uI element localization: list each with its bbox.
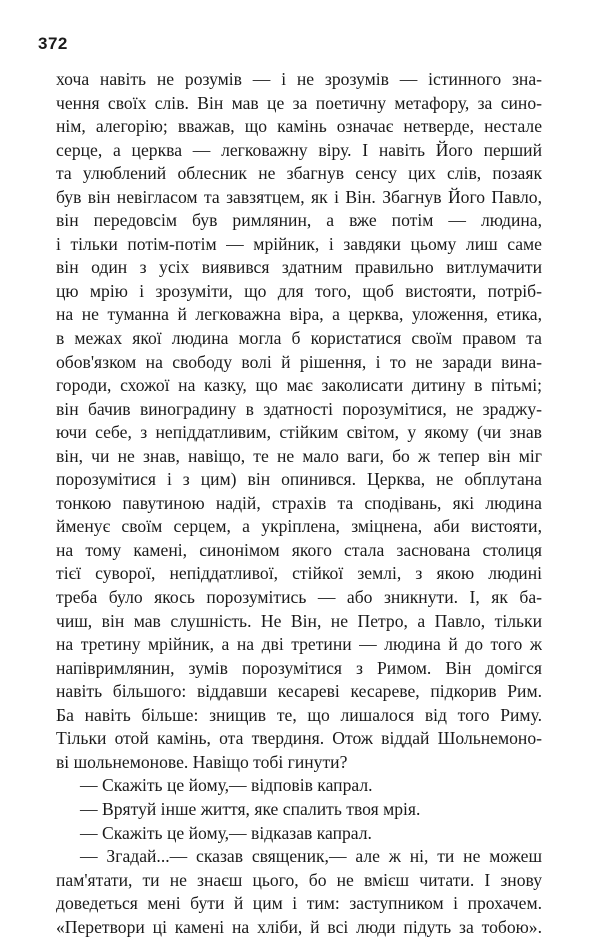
- text-line: — Скажіть це йому,— відповів капрал.: [80, 775, 373, 796]
- text-line: тонкою павутиною надій, страхів та сподівань, які людина: [56, 492, 542, 513]
- text-line: та улюблений облесник не збагнув сенсу цих слів, позаяк: [56, 163, 542, 184]
- text-line: був він невігласом та завзятцем, як і Він. Збагнув Його Павло,: [56, 186, 542, 207]
- text-line: обов'язком на свободу волі й рішення, і то не заради вина-: [56, 351, 542, 372]
- text-line: порозумітися і з цим) він опинився. Церква, не обплутана: [56, 469, 542, 490]
- text-line: чення своїх слів. Він мав це за поетичну метафору, за сино-: [56, 92, 542, 113]
- text-line: напівримлянин, зумів порозумітися з Римом. Він домігся: [56, 657, 542, 678]
- text-line: він бачив виноградину в здатності порозумітися, не зраджу-: [56, 398, 542, 419]
- text-line: Ба навіть більше: знищив те, що лишалося від того Риму.: [56, 704, 542, 725]
- text-line: треба було якось порозумітись — або зникнути. І, як ба-: [56, 587, 542, 608]
- text-line: на тому камені, синонімом якого стала заснована столиця: [56, 539, 542, 560]
- text-line: доведеться мені бути й цим і тим: заступником і прохачем.: [56, 893, 542, 914]
- text-line: цю мрію і зрозуміти, що для того, щоб вистояти, потріб-: [56, 280, 542, 301]
- text-line: він, чи не знав, навіщо, те не мало ваги, бо ж тепер він міг: [56, 445, 542, 466]
- text-line: пам'ятати, ти не знаєш цього, бо не вмієш читати. І знову: [56, 869, 542, 890]
- text-line: хоча навіть не розумів — і не зрозумів — істинного зна-: [56, 69, 542, 89]
- text-line: навіть більшого: віддавши кесареві кесареве, підкорив Рим.: [56, 681, 542, 702]
- page-number: 372: [38, 34, 68, 53]
- text-line: городи, схожої на казку, що має заколисати дитину в пітьмі;: [56, 375, 542, 396]
- text-line: ючи себе, з непіддатливим, стійким світом, у якому (чи знав: [56, 422, 542, 443]
- text-line: Тільки отой камінь, ота твердиня. Отож віддай Шольнемоно-: [56, 728, 542, 749]
- text-line: він один з усіх виявився здатним правильно витлумачити: [56, 257, 542, 278]
- text-line: тієї суворої, непіддатливої, стійкої землі, з якою людині: [56, 563, 542, 584]
- text-line: ві шольнемонове. Навіщо тобі гинути?: [56, 751, 348, 772]
- text-line: і тільки потім-потім — мрійник, і завдяки цьому лиш саме: [56, 233, 542, 254]
- text-line: чиш, він мав слушність. Не Він, не Петро, а Павло, тільки: [56, 610, 542, 631]
- text-line: на не туманна й легковажна віра, а церква, уложення, етика,: [56, 304, 542, 325]
- text-line: — Згадай...— сказав священик,— але ж ні, ти не можеш: [80, 846, 542, 867]
- body-text: [56, 68, 542, 939]
- text-line: серце, а церква — легковажну віру. І навіть Його перший: [56, 139, 542, 160]
- text-line: «Перетвори ці камені на хліби, й всі люди підуть за тобою».: [56, 916, 542, 937]
- text-line: — Врятуй інше життя, яке спалить твоя мрія.: [80, 798, 421, 819]
- text-line: йменує своїм серцем, а укріплена, зміцнена, аби вистояти,: [56, 516, 542, 537]
- text-line: він передовсім був римлянин, а вже потім — людина,: [56, 210, 542, 231]
- text-line: на третину мрійник, а на дві третини — людина й до того ж: [56, 634, 542, 655]
- text-line: — Скажіть це йому,— відказав капрал.: [80, 822, 372, 843]
- text-line: нім, алегорію; вважав, що камінь означає нетверде, нестале: [56, 116, 542, 137]
- text-line: в межах якої людина могла б користатися своїм правом та: [56, 328, 542, 349]
